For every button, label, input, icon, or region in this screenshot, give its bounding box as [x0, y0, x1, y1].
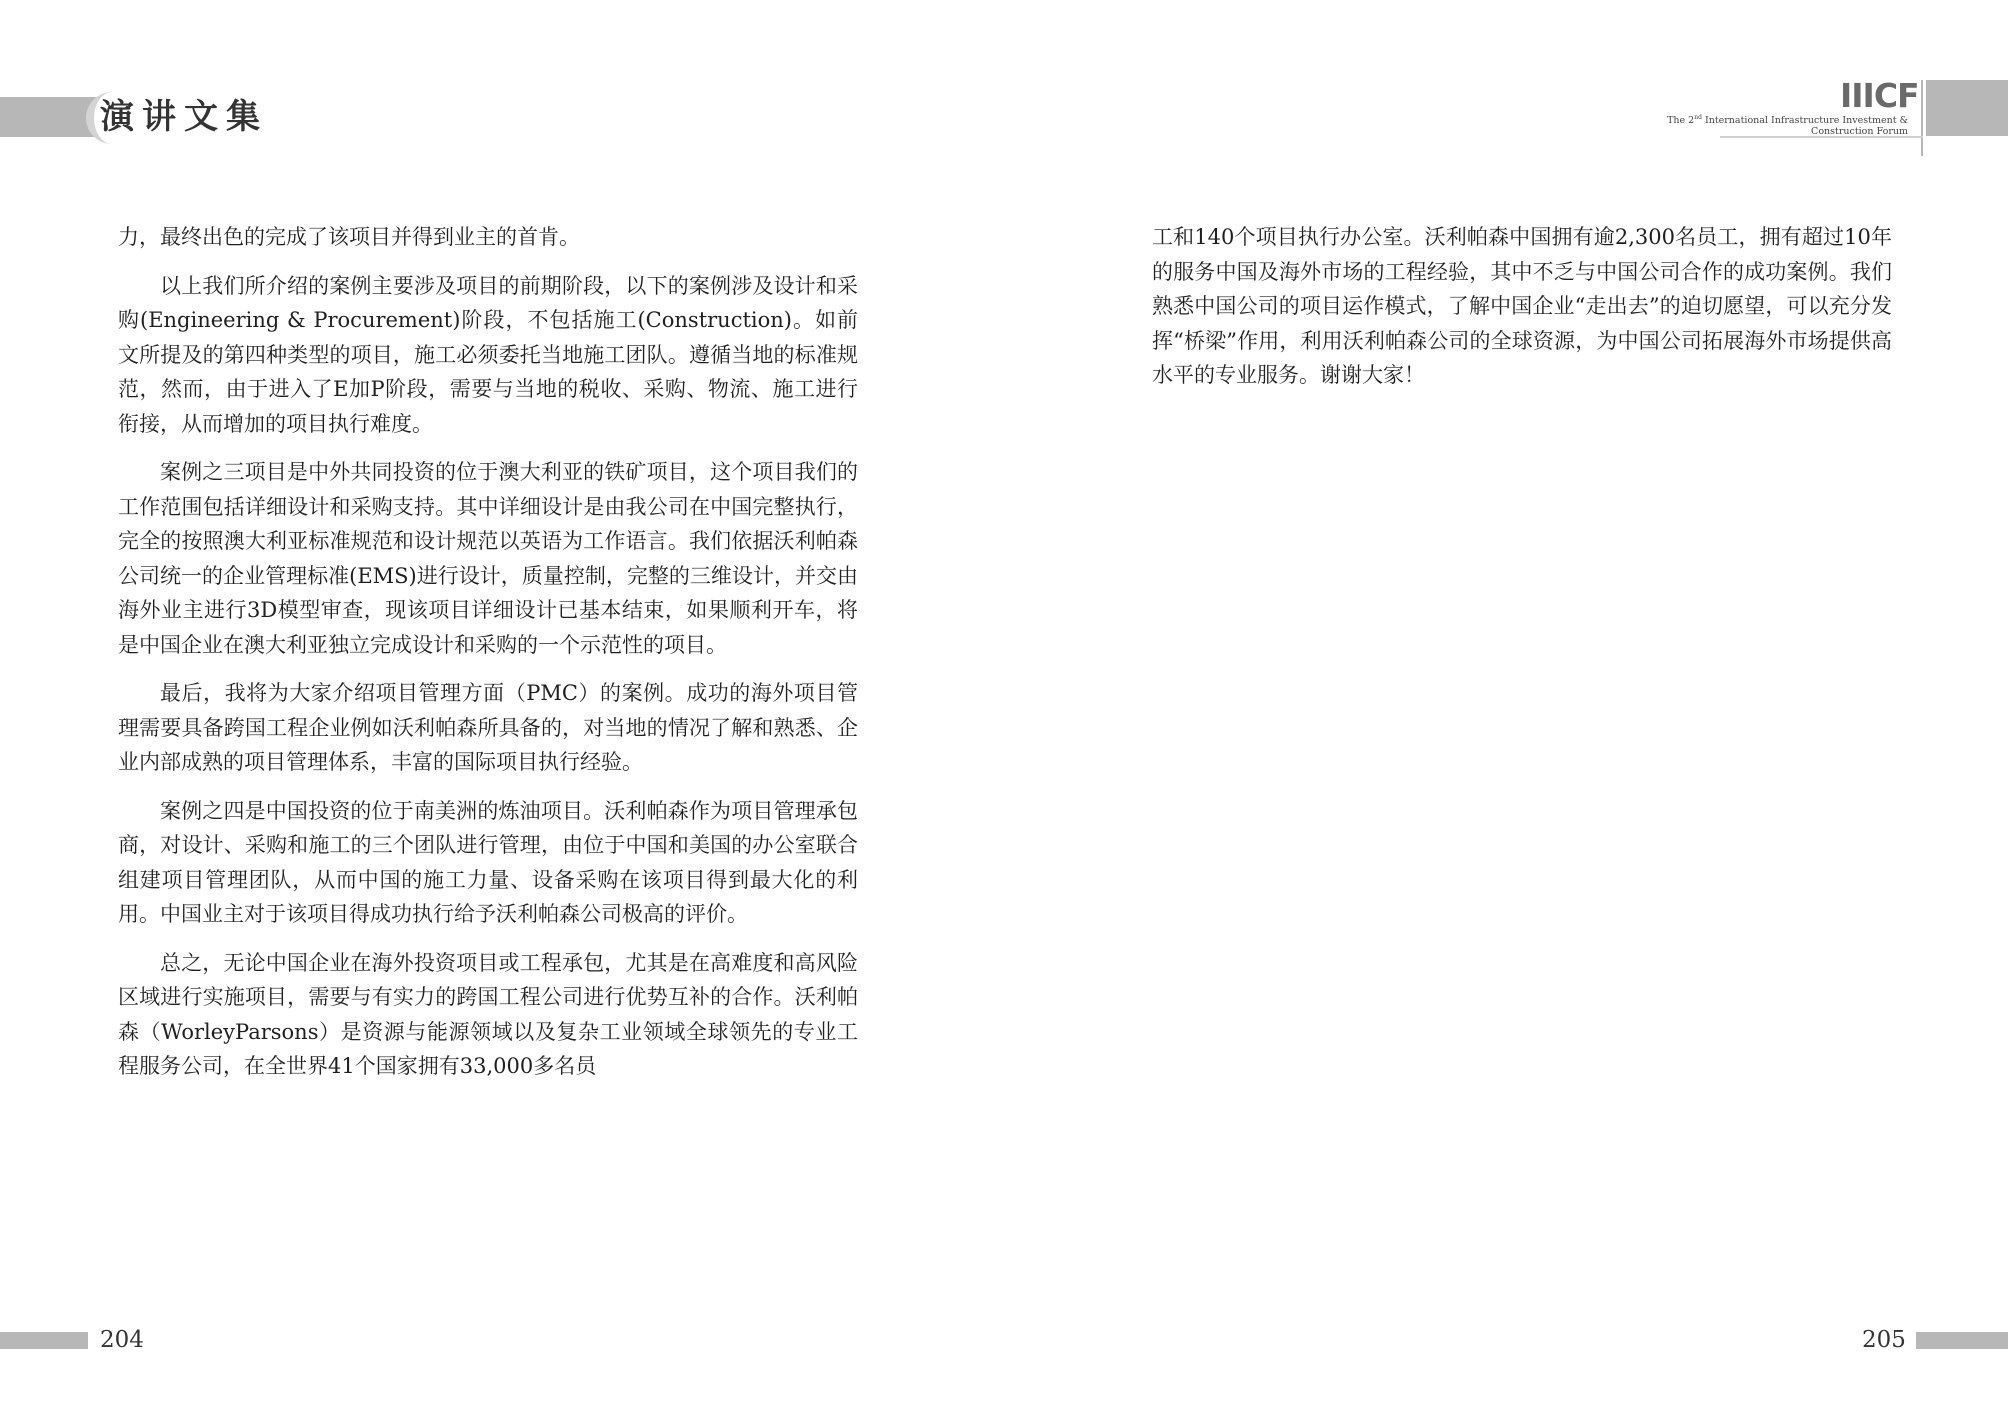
forum-name-line2: Construction Forum — [1811, 126, 1908, 138]
footer-left-bar — [0, 1332, 88, 1349]
forum-name — [1608, 112, 1908, 137]
right-page-body — [1152, 220, 1892, 407]
header-right-divider — [1921, 80, 1923, 156]
section-title: 演讲文集 — [100, 97, 268, 137]
paragraph: 总之，无论中国企业在海外投资项目或工程承包，尤其是在高难度和高风险区域进行实施项目，需要与有实力的跨国工程公司进行优势互补的合作。沃利帕森（WorleyParsons）是资源与能源领域以及复杂工业领域全球领先的专业工程服务公司，在全世界41个国家拥有33,000多名员 — [118, 950, 858, 1078]
paragraph: 工和140个项目执行办公室。沃利帕森中国拥有逾2,300名员工，拥有超过10年的服务中国及海外市场的工程经验，其中不乏与中国公司合作的成功案例。我们熟悉中国公司的项目运作模式，了解中国企业“走出去”的迫切愿望，可以充分发挥“桥梁”作用，利用沃利帕森公司的全球资源，为中国公司拓展海外市场提供高水平的专业服务。谢谢大家！ — [1152, 225, 1892, 387]
footer-right-bar — [1916, 1332, 2008, 1349]
paragraph: 最后，我将为大家介绍项目管理方面（PMC）的案例。成功的海外项目管理需要具备跨国工程企业例如沃利帕森所具备的，对当地的情况了解和熟悉、企业内部成熟的项目管理体系，丰富的国际项目执行经验。 — [118, 681, 858, 774]
page-number-right: 205 — [1862, 1327, 1906, 1353]
paragraph: 以上我们所介绍的案例主要涉及项目的前期阶段，以下的案例涉及设计和采购(Engineering & Procurement)阶段，不包括施工(Construction)。如前文所提及的第四种类型的项目，施工必须委托当地施工团队。遵循当地的标准规范，然而，由于进入了E加P阶段，需要与当地的税收、采购、物流、施工进行衔接，从而增加的项目执行难度。 — [118, 273, 858, 436]
paragraph: 力，最终出色的完成了该项目并得到业主的首肯。 — [118, 225, 580, 249]
header-right-bar — [1926, 80, 2008, 136]
paragraph: 案例之四是中国投资的位于南美洲的炼油项目。沃利帕森作为项目管理承包商，对设计、采购和施工的三个团队进行管理，由位于中国和美国的办公室联合组建项目管理团队，从而中国的施工力量、设备采购在该项目得到最大化的利用。中国业主对于该项目得成功执行给予沃利帕森公司极高的评价。 — [118, 798, 858, 926]
forum-logo: IIICF — [1840, 76, 1919, 115]
left-page-body — [118, 220, 858, 1098]
page-number-left: 204 — [100, 1327, 144, 1353]
paragraph: 案例之三项目是中外共同投资的位于澳大利亚的铁矿项目，这个项目我们的工作范围包括详细设计和采购支持。其中详细设计是由我公司在中国完整执行，完全的按照澳大利亚标准规范和设计规范以英语为工作语言。我们依据沃利帕森公司统一的企业管理标准(EMS)进行设计，质量控制，完整的三维设计，并交由海外业主进行3D模型审查，现该项目详细设计已基本结束，如果顺利开车，将是中国企业在澳大利亚独立完成设计和采购的一个示范性的项目。 — [118, 460, 858, 657]
forum-name-line1 — [1608, 112, 1908, 126]
forum-name-line1-sup: nd — [1694, 114, 1702, 121]
forum-name-line1-pre: The 2 — [1667, 115, 1695, 127]
forum-name-line1-post: International Infrastructure Investment & — [1701, 115, 1908, 127]
